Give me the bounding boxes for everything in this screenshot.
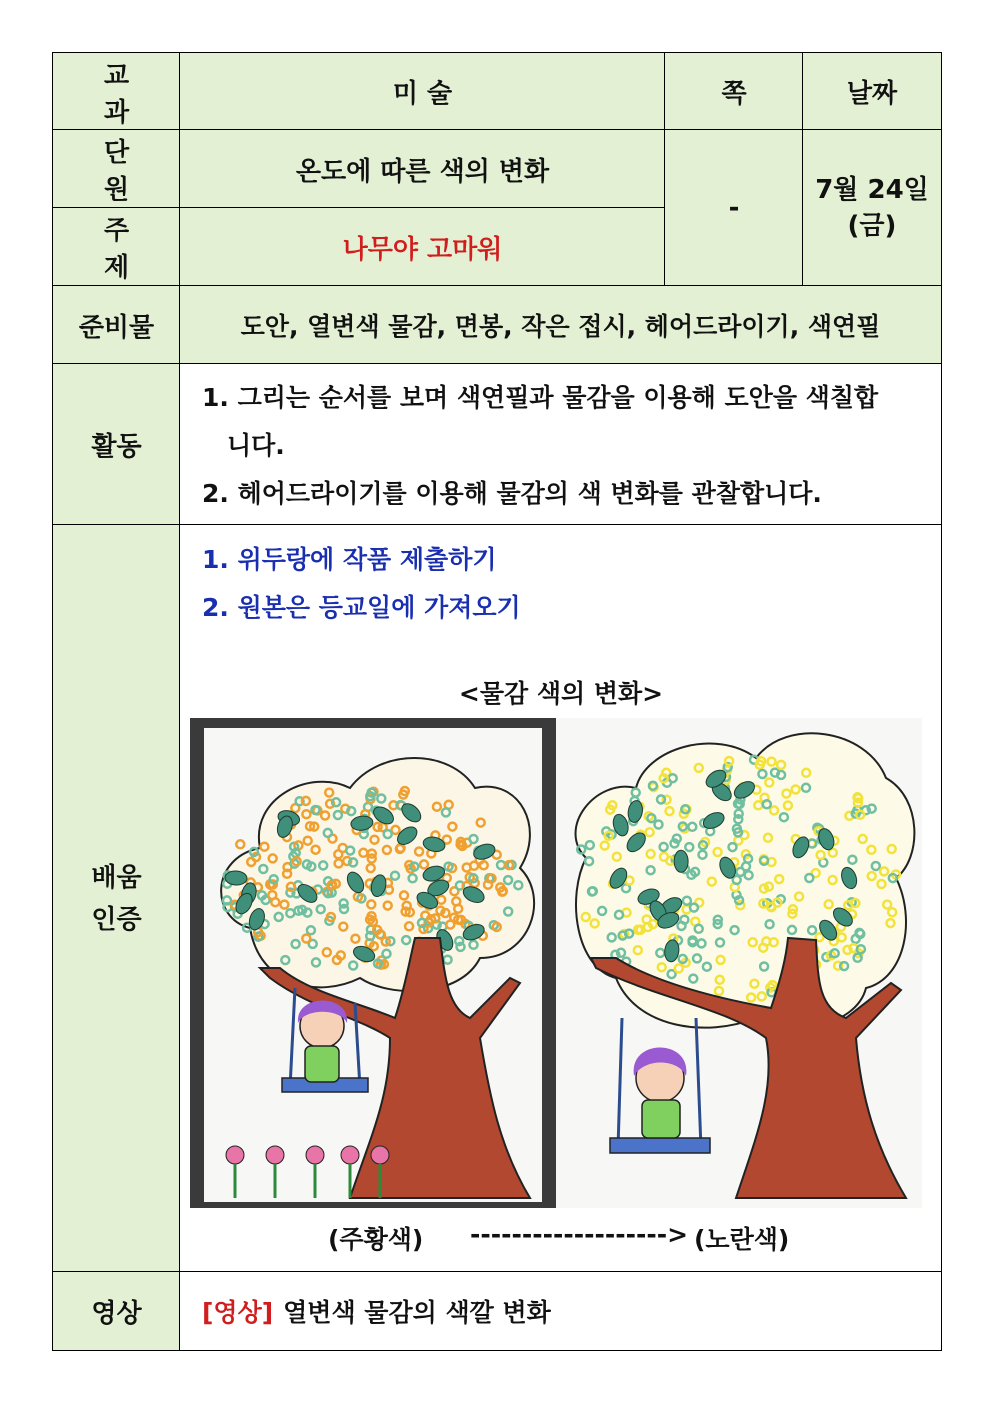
caption-right: (노란색) [694, 1225, 790, 1254]
tree-painting-yellow [556, 718, 922, 1208]
unit-value: 온도에 따른 색의 변화 [179, 129, 666, 209]
proof-item-1: 1. 위두랑에 작품 제출하기 [202, 545, 497, 574]
lesson-table [52, 52, 942, 1351]
date-value [802, 129, 942, 287]
subject-label: 교 과 [52, 52, 181, 131]
page-value: - [664, 129, 804, 287]
figure-title: <물감 색의 변화> [458, 679, 664, 708]
proof-item-2: 2. 원본은 등교일에 가져오기 [202, 593, 521, 622]
date-label: 날짜 [802, 52, 942, 131]
topic-value: 나무야 고마워 [179, 207, 666, 287]
activity-item-1-cont: 니다. [227, 431, 285, 460]
caption-arrow: -------------------> [470, 1220, 689, 1249]
video-label: 영상 [52, 1271, 181, 1351]
video-tag: [영상] [202, 1298, 274, 1327]
unit-label: 단 원 [52, 129, 181, 209]
proof-label-line2: 인증 [91, 904, 142, 935]
activity-item-2: 2. 헤어드라이기를 이용해 물감의 색 변화를 관찰합니다. [202, 479, 822, 508]
caption-left: (주황색) [328, 1225, 424, 1254]
materials-label: 준비물 [52, 285, 181, 365]
date-value-weekday: (금) [847, 211, 897, 241]
leaf-icon [674, 850, 688, 872]
tree-painting-orange [190, 718, 556, 1208]
proof-list [202, 536, 521, 632]
topic-label: 주 제 [52, 207, 181, 287]
activity-label: 활동 [52, 363, 181, 526]
materials-value: 도안, 열변색 물감, 면봉, 작은 접시, 헤어드라이기, 색연필 [179, 285, 942, 365]
activity-list [202, 374, 878, 518]
video-cell [179, 1271, 942, 1351]
proof-label-line1: 배움 [91, 862, 142, 893]
subject-value: 미 술 [179, 52, 666, 131]
activity-item-1: 1. 그리는 순서를 보며 색연필과 물감을 이용해 도안을 색칠합 [202, 383, 879, 412]
date-value-day: 7월 24일 [815, 175, 929, 205]
video-link[interactable]: 열변색 물감의 색깔 변화 [283, 1298, 551, 1327]
proof-label [52, 524, 181, 1273]
page-label: 쪽 [664, 52, 804, 131]
